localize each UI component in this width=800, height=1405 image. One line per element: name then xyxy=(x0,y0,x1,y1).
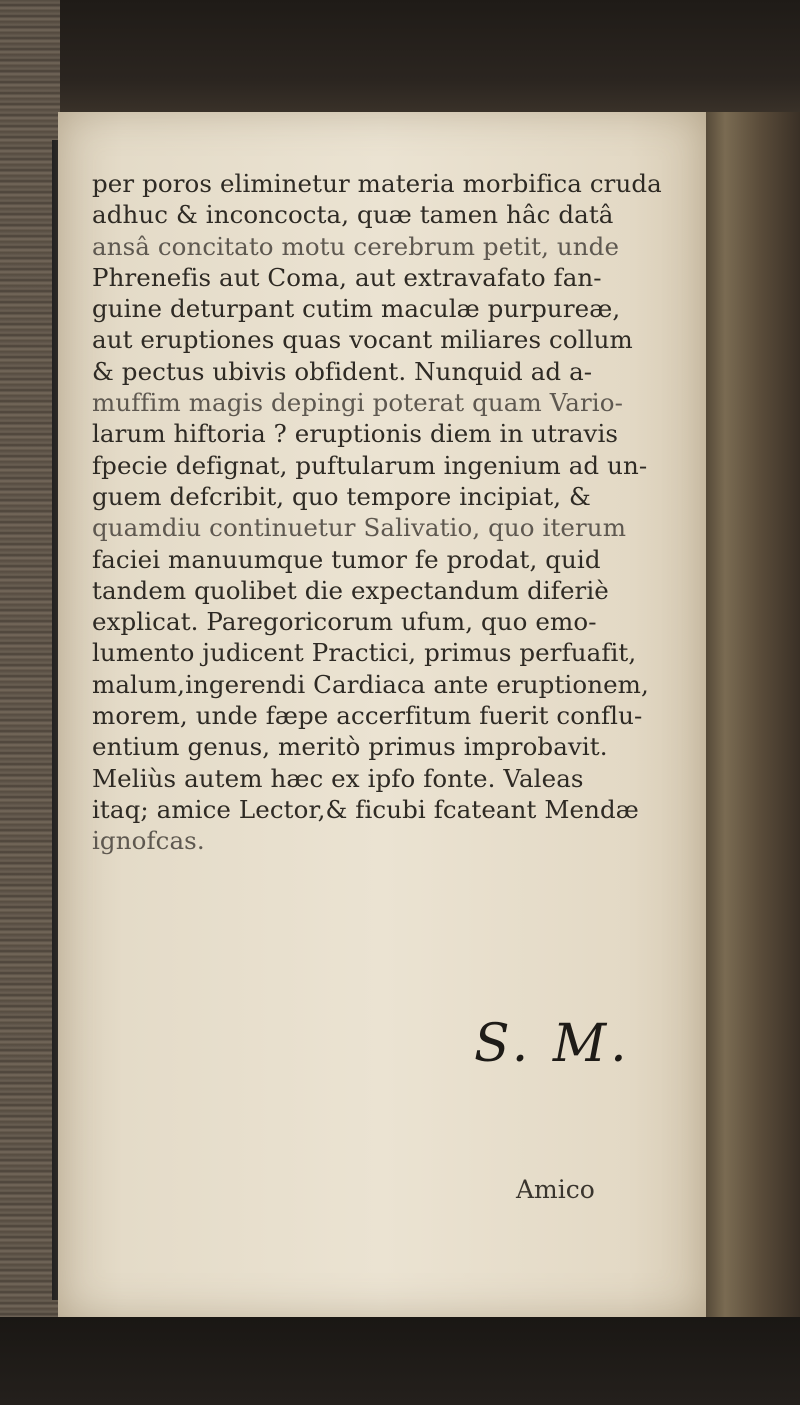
text-line: quamdiu continuetur Salivatio, quo iterum xyxy=(92,513,627,543)
text-line: & pectus ubivis obfident. Nunquid ad a- xyxy=(92,356,593,386)
top-shadow xyxy=(0,0,800,115)
text-line: morem, unde fæpe accerfitum fuerit conflu- xyxy=(92,701,643,731)
text-line: larum hiftoria ? eruptionis diem in utravis xyxy=(92,419,619,449)
body-text xyxy=(92,168,682,857)
text-line: aut eruptiones quas vocant miliares collum xyxy=(92,325,633,355)
text-line: guine deturpant cutim maculæ purpureæ, xyxy=(92,294,621,324)
text-line: itaq; amice Lector,& ficubi fcateant Mendæ xyxy=(92,794,639,824)
text-line: malum,ingerendi Cardiaca ante eruptionem, xyxy=(92,669,649,699)
author-initials: S. M. xyxy=(474,1014,631,1074)
text-line: ansâ concitato motu cerebrum petit, unde xyxy=(92,231,620,261)
text-line: muffim magis depingi poterat quam Vario- xyxy=(92,388,623,418)
text-line: guem defcribit, quo tempore incipiat, & xyxy=(92,481,591,511)
text-line: adhuc & inconcocta, quæ tamen hâc datâ xyxy=(92,200,614,230)
page-edge xyxy=(700,112,800,1317)
text-line: explicat. Paregoricorum ufum, quo emo- xyxy=(92,607,597,637)
text-line: Meliùs autem hæc ex ipfo fonte. Valeas xyxy=(92,763,584,793)
text-line: ignofcas. xyxy=(92,826,205,856)
text-line: Phrenefis aut Coma, aut extravafato fan- xyxy=(92,262,602,292)
binding-gutter xyxy=(0,0,60,1405)
text-line: per poros eliminetur materia morbifica cruda xyxy=(92,169,662,198)
text-line: tandem quolibet die expectandum diferiè xyxy=(92,575,609,605)
catchword: Amico xyxy=(516,1175,595,1204)
text-line: fpecie defignat, puftularum ingenium ad un- xyxy=(92,450,648,480)
text-line: lumento judicent Practici, primus perfuafit, xyxy=(92,638,637,668)
text-line: faciei manuumque tumor fe prodat, quid xyxy=(92,544,601,574)
bottom-shadow xyxy=(0,1317,800,1405)
text-line: entium genus, meritò primus improbavit. xyxy=(92,732,608,762)
